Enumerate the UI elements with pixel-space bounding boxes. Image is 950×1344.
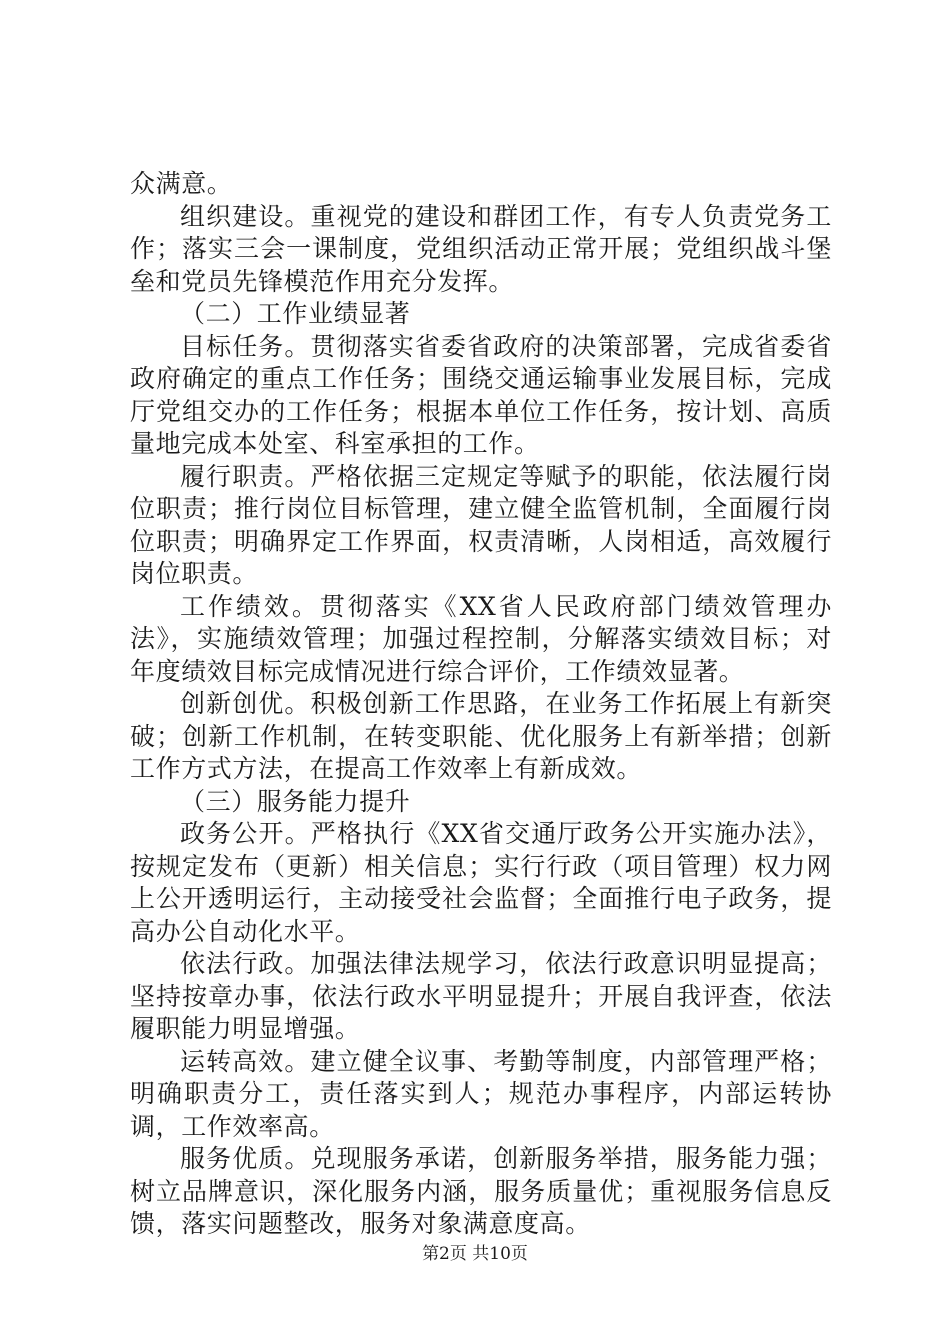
paragraph-rule-of-law: 依法行政。加强法律法规学习，依法行政意识明显提高；坚持按章办事，依法行政水平明显提升；开展自我评查，依法履职能力明显增强。 bbox=[130, 949, 832, 1043]
page-number: 第2页 共10页 bbox=[422, 1244, 528, 1264]
paragraph-efficiency: 运转高效。建立健全议事、考勤等制度，内部管理严格；明确职责分工，责任落实到人；规范办事程序，内部运转协调，工作效率高。 bbox=[130, 1046, 832, 1141]
paragraph-service-quality: 服务优质。兑现服务承诺，创新服务举措，服务能力强；树立品牌意识，深化服务内涵，服务质量优；重视服务信息反馈，落实问题整改，服务对象满意度高。 bbox=[130, 1144, 832, 1238]
page-footer bbox=[0, 1243, 950, 1265]
paragraph-continuation: 众满意。 bbox=[130, 169, 233, 198]
section-heading-performance: （二）工作业绩显著 bbox=[180, 299, 411, 328]
document-body bbox=[130, 168, 832, 1241]
paragraph-transparency: 政务公开。严格执行《XX省交通厅政务公开实施办法》，按规定发布（更新）相关信息；实行行政（项目管理）权力网上公开透明运行，主动接受社会监督；全面推行电子政务，提高办公自动化水平。 bbox=[130, 819, 832, 946]
section-heading-service: （三）服务能力提升 bbox=[180, 786, 411, 816]
paragraph-organization: 组织建设。重视党的建设和群团工作，有专人负责党务工作；落实三会一课制度，党组织活动正常开展；党组织战斗堡垒和党员先锋模范作用充分发挥。 bbox=[130, 201, 832, 296]
paragraph-targets: 目标任务。贯彻落实省委省政府的决策部署，完成省委省政府确定的重点工作任务；围绕交通运输事业发展目标，完成厅党组交办的工作任务；根据本单位工作任务，按计划、高质量地完成本处室、科室承担的工作。 bbox=[130, 331, 832, 458]
paragraph-duties: 履行职责。严格依据三定规定等赋予的职能，依法履行岗位职责；推行岗位目标管理，建立健全监管机制，全面履行岗位职责；明确界定工作界面，权责清晰，人岗相适，高效履行岗位职责。 bbox=[130, 461, 832, 588]
paragraph-effectiveness: 工作绩效。贯彻落实《XX省人民政府部门绩效管理办法》，实施绩效管理；加强过程控制，分解落实绩效目标；对年度绩效目标完成情况进行综合评价，工作绩效显著。 bbox=[130, 591, 832, 686]
paragraph-innovation: 创新创优。积极创新工作思路，在业务工作拓展上有新突破；创新工作机制，在转变职能、优化服务上有新举措；创新工作方式方法，在提高工作效率上有新成效。 bbox=[130, 689, 832, 783]
